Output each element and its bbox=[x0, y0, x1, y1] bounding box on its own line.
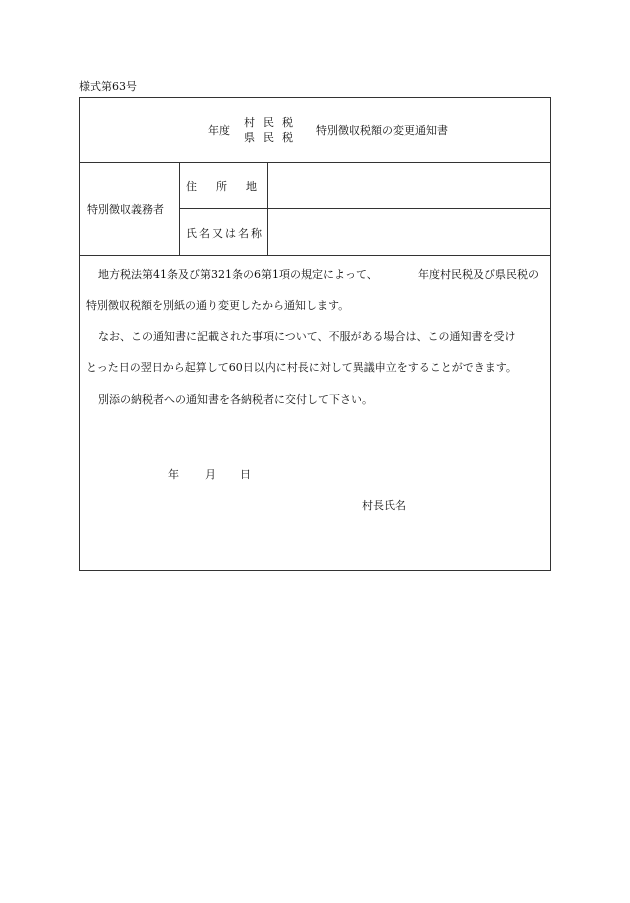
address-label: 住所地 bbox=[186, 180, 276, 193]
date-month-label: 月 bbox=[205, 468, 216, 481]
form-number: 様式第63号 bbox=[79, 80, 137, 93]
obligor-block bbox=[80, 162, 550, 256]
name-label: 氏名又は名称 bbox=[186, 227, 264, 240]
paragraph-3: 別添の納税者への通知書を各納税者に交付して下さい。 bbox=[98, 393, 373, 406]
obligor-label: 特別徴収義務者 bbox=[87, 203, 164, 216]
name-label-cell bbox=[180, 208, 268, 255]
title-tax-stack bbox=[244, 115, 304, 145]
paragraph-1-part-1: 地方税法第41条及び第321条の6第1項の規定によって、 bbox=[98, 268, 378, 281]
notice-form bbox=[79, 97, 551, 571]
title-village-tax: 村民税 bbox=[244, 116, 301, 129]
title-row bbox=[80, 98, 550, 163]
name-row bbox=[180, 208, 550, 255]
title-prefectural-tax: 県民税 bbox=[244, 131, 301, 144]
address-field[interactable] bbox=[268, 162, 550, 208]
title-year-suffix: 年度 bbox=[208, 124, 230, 137]
address-row bbox=[180, 162, 550, 209]
mayor-name-label: 村長氏名 bbox=[362, 499, 406, 512]
obligor-label-cell bbox=[80, 162, 180, 255]
name-field[interactable] bbox=[268, 208, 550, 255]
notice-body bbox=[80, 256, 550, 570]
paragraph-2-line-2: とった日の翌日から起算して60日以内に村長に対して異議申立をすることができます。 bbox=[86, 361, 517, 374]
date-day-label: 日 bbox=[240, 468, 251, 481]
date-year-label: 年 bbox=[168, 468, 179, 481]
paragraph-1-part-2: 年度村民税及び県民税の bbox=[418, 268, 539, 281]
paragraph-1-line-2: 特別徴収税額を別紙の通り変更したから通知します。 bbox=[86, 299, 350, 312]
paragraph-2-line-1: なお、この通知書に記載された事項について、不服がある場合は、この通知書を受け bbox=[98, 330, 516, 343]
address-label-cell bbox=[180, 162, 276, 208]
form-title: 特別徴収税額の変更通知書 bbox=[316, 124, 448, 137]
